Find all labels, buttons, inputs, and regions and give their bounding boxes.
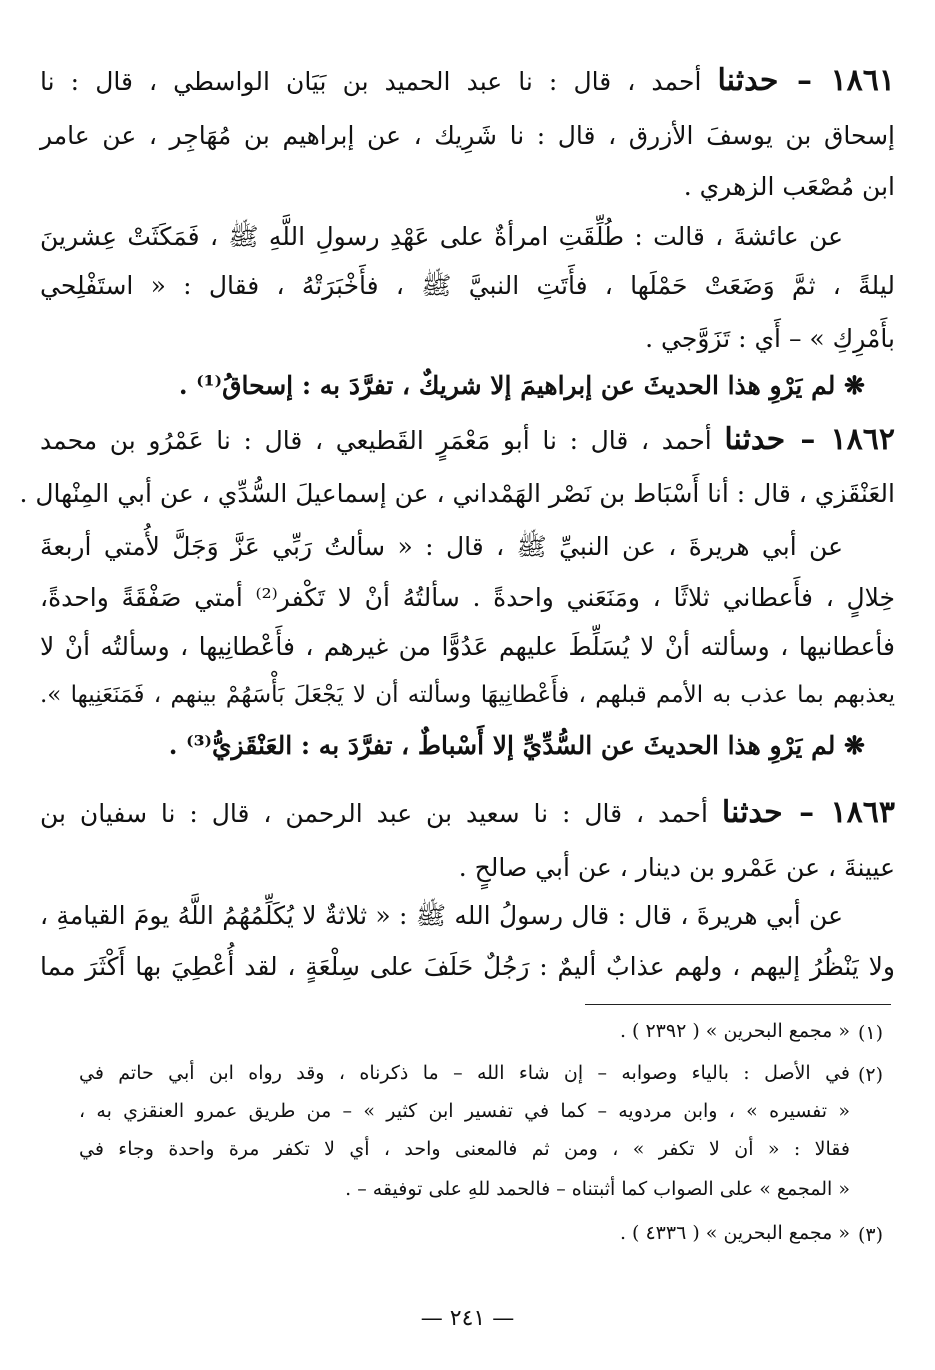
hadith-1861-remark: ❋ لم يَرْوِ هذا الحديثَ عن إبراهيمَ إلا شريكٌ ، تفرَّدَ به : إسحاقُ⁽¹⁾ .: [178, 371, 865, 400]
page-number: — ٢٤١ —: [420, 1306, 515, 1331]
hadith-1861-line-1: [40, 63, 896, 98]
hadith-1863-line-2: عيينةَ ، عن عَمْرو بن دينار ، عن أبي صالحٍ .: [458, 853, 895, 882]
footnote-1-line-1: « مجمع البحرين » ( ٢٣٩٢ ) .: [619, 1020, 850, 1042]
hadith-isnad-text: أحمد ، قال : نا أبو مَعْمَرٍ القَطيعي ، قال : نا عَمْرُو بن محمد: [40, 426, 712, 455]
hadith-number: ١٨٦١ – حدثنا: [717, 63, 896, 98]
footnote-number: (٢): [857, 1064, 883, 1086]
hadith-1861-line-2: إسحاق بن يوسفَ الأزرق ، قال : نا شَرِيك ، عن إبراهيم بن مُهَاجِر ، عن عامر: [40, 121, 895, 150]
hadith-number: ١٨٦٢ – حدثنا: [724, 422, 895, 457]
footnote-2-line-4: « المجمع » على الصواب كما أثبتناه – فالحمد للهِ على توفيقه – .: [345, 1178, 850, 1200]
footnote-2-line-1: في الأصل : بالياء وصوابه – إن شاء الله – ما ذكرناه ، وقد رواه ابن أبي حاتم في: [79, 1062, 850, 1084]
footnote-number: (٣): [857, 1224, 883, 1246]
hadith-1862-text-1: عن أبي هريرةَ ، عن النبيِّ ﷺ ، قال : « سألتُ رَبِّي عَزَّ وَجَلَّ لأُمتي أربعةَ: [40, 532, 843, 561]
footnote-3-line-1: « مجمع البحرين » ( ٤٣٣٦ ) .: [619, 1222, 850, 1244]
hadith-1862-text-4: يعذبهم بما عذب به الأمم قبلهم ، فأَعْطانِيهَا وسألته أن لا يَجْعَلَ بَأْسَهُمْ بينهم ، فَمَنَعَنِيها ».: [40, 682, 895, 708]
hadith-1862-text-2: خِلالٍ ، فأَعطاني ثلاثًا ، ومَنَعَني واحدةً . سألتُهُ أنْ لا تَكْفر⁽²⁾ أمتي صَفْقَةً واحدةً،: [40, 583, 895, 612]
hadith-isnad-text: أحمد ، قال : نا عبد الحميد بن بَيَان الواسطي ، قال : نا: [40, 67, 702, 96]
hadith-1861-line-3: ابن مُصْعَب الزهري .: [683, 172, 895, 201]
footnote-2-line-2: « تفسيره » ، وابن مردويه – كما في تفسير ابن كثير » – من طريق عمرو العنقزي به ،: [79, 1100, 850, 1122]
hadith-1861-text-3: بأَمْرِكِ » – أَي : تَزَوَّجي .: [645, 324, 895, 353]
footnote-separator: [585, 1004, 891, 1005]
hadith-1861-text-2: ليلةً ، ثمَّ وَضَعَتْ حَمْلَها ، فأَتَتِ النبيَّ ﷺ ، فأَخْبَرَتْهُ ، فقال : « استَفْلِحي: [40, 271, 895, 300]
hadith-1861-text-1: عن عائشةَ ، قالت : طُلِّقَتِ امرأةٌ على عَهْدِ رسولِ اللَّهِ ﷺ ، فَمَكَثَتْ عِشرينَ: [40, 222, 843, 251]
hadith-1862-remark: ❋ لم يَرْوِ هذا الحديثَ عن السُّدِّيِّ إلا أَسْباطٌ ، تفرَّدَ به : العَنْقَزيُّ⁽³⁾ .: [168, 731, 865, 760]
hadith-1863-line-1: [40, 795, 895, 830]
footnote-2-line-3: فقالا : « أن لا تكفر » ، ومن ثم فالمعنى واحد ، أي لا تكفر مرة واحدة وجاء في: [79, 1138, 850, 1160]
hadith-1862-text-3: فأعطانيها ، وسألته أنْ لا يُسَلِّطَ عليهم عَدُوًّا من غيرهم ، فأَعْطانِيها ، وسألتُه أنْ لا: [40, 632, 895, 661]
hadith-isnad-text: أحمد ، قال : نا سعيد بن عبد الرحمن ، قال : نا سفيان بن: [40, 799, 708, 828]
hadith-1862-line-2: العَنْقَزي ، قال : أنا أَسْبَاط بن نَصْر الهَمْداني ، عن إسماعيلَ السُّدِّي ، عن أبي المِنْهال .: [19, 479, 895, 508]
hadith-1863-text-2: ولا يَنْظُرُ إليهم ، ولهم عذابٌ أليمٌ : رَجُلٌ حَلَفَ على سِلْعَةٍ ، لقد أُعْطِيَ بها أَكْثَرَ مما: [40, 952, 895, 981]
hadith-1863-text-1: عن أبي هريرةَ ، قال : قال رسولُ الله ﷺ : « ثلاثةٌ لا يُكَلِّمُهُمُ اللَّهُ يومَ القيامةِ ،: [40, 901, 843, 930]
footnote-number: (١): [857, 1022, 883, 1044]
hadith-number: ١٨٦٣ – حدثنا: [721, 795, 895, 830]
hadith-1862-line-1: [40, 422, 895, 457]
